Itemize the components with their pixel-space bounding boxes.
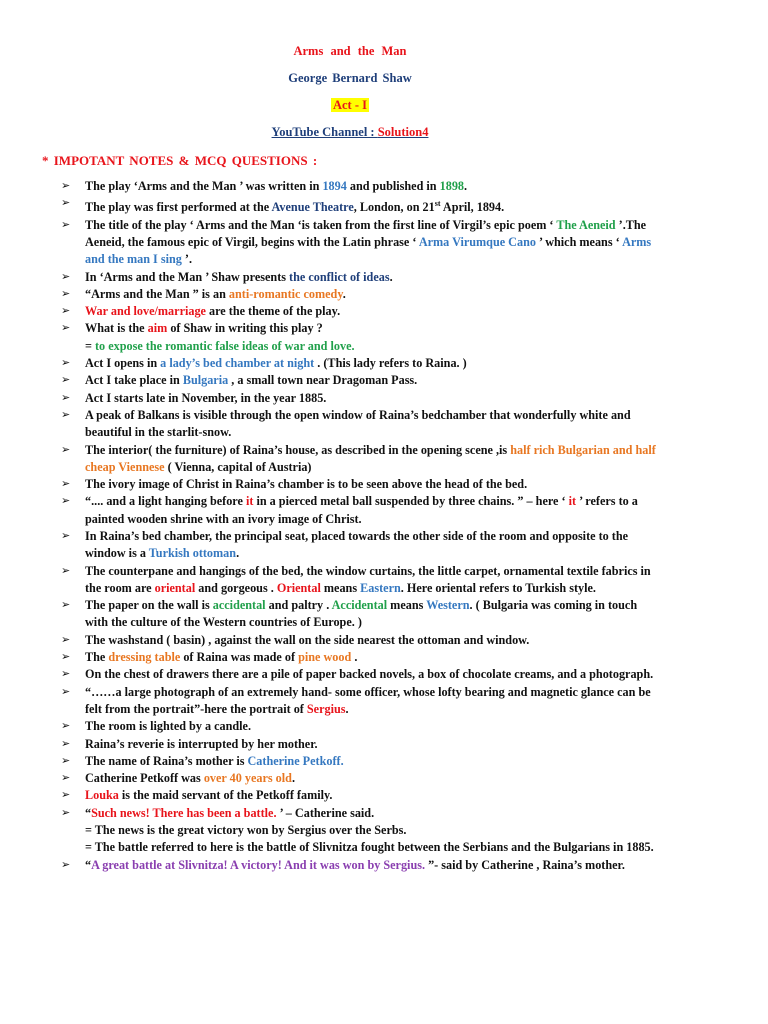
note-highlight: Arma Virumque Cano: [418, 234, 536, 249]
note-highlight: it: [245, 494, 254, 509]
bullet-arrow-icon: ➢: [61, 287, 71, 300]
note-highlight: Catherine Petkoff.: [247, 753, 344, 768]
note-text: The room is lighted by a candle.: [85, 719, 252, 734]
note-text: The washstand ( basin) , against the wall on the side nearest the ottoman and window.: [85, 632, 530, 647]
note-item: [0, 684, 768, 719]
note-text: The counterpane and hangings of the bed, the window curtains, the little carpet, ornamental textile fabrics in the room are: [85, 563, 651, 595]
note-highlight: A great battle at Slivnitza! A victory! And it was won by Sergius.: [91, 857, 429, 872]
bullet-arrow-icon: ➢: [61, 495, 71, 508]
note-highlight: Bulgaria: [182, 373, 229, 388]
youtube-channel: [0, 125, 700, 140]
note-text: ’ refers to a painted wooden shrine with an ivory image of Christ.: [85, 494, 638, 526]
note-text: in a pierced metal ball suspended by three chains. ” – here ‘: [253, 494, 569, 509]
note-text: means: [387, 598, 427, 613]
bullet-arrow-icon: ➢: [61, 530, 71, 542]
note-text: What is the: [85, 321, 148, 336]
note-highlight: The Aeneid: [556, 217, 616, 232]
note-text: = The news is the great victory won by Sergius over the Serbs.: [85, 823, 407, 838]
act-highlight: Act - I: [332, 98, 367, 112]
note-highlight: Such news! There has been a battle.: [91, 805, 280, 820]
note-text: ’.: [181, 252, 193, 267]
note-highlight: a lady’s bed chamber at night: [160, 356, 318, 371]
note-item: [0, 493, 768, 528]
bullet-arrow-icon: ➢: [61, 218, 71, 231]
note-text: Raina’s reverie is interrupted by her mother.: [85, 736, 318, 751]
note-text: and paltry .: [265, 598, 332, 613]
bullet-arrow-icon: ➢: [61, 443, 71, 456]
note-text: In Raina’s bed chamber, the principal seat, placed towards the other side of the room and opposite to the window is a: [85, 529, 629, 561]
note-text: .: [345, 701, 349, 716]
bullet-arrow-icon: ➢: [61, 322, 71, 335]
note-item: [0, 195, 768, 216]
note-item: [0, 528, 768, 563]
note-text: , a small town near Dragoman Pass.: [228, 373, 418, 388]
note-text: ( Vienna, capital of Austria): [164, 459, 312, 474]
note-item: [0, 770, 768, 787]
bullet-arrow-icon: ➢: [61, 478, 71, 491]
note-text: , London, on 21: [353, 200, 435, 215]
act-label: [0, 98, 700, 113]
note-item: [0, 666, 768, 683]
note-text: Act I starts late in November, in the year 1885.: [85, 390, 327, 405]
note-highlight: anti-romantic comedy: [228, 286, 343, 301]
bullet-arrow-icon: ➢: [61, 408, 71, 421]
bullet-arrow-icon: ➢: [61, 270, 71, 283]
note-item: [0, 597, 768, 632]
note-item: [0, 372, 768, 389]
note-item: [0, 217, 768, 269]
note-highlight: Louka: [85, 788, 119, 803]
note-text: The play was first performed at the: [85, 200, 272, 215]
note-text: is the maid servant of the Petkoff family.: [118, 788, 333, 803]
note-text: . ( Bulgaria was coming in touch with the culture of the Western countries of Europe. ): [85, 598, 638, 630]
bullet-arrow-icon: ➢: [61, 668, 71, 681]
note-answer: [0, 839, 768, 856]
note-highlight: over 40 years old: [203, 771, 292, 786]
bullet-arrow-icon: ➢: [61, 772, 71, 785]
note-item: [0, 649, 768, 666]
note-text: .: [464, 179, 468, 193]
note-text: means: [320, 580, 361, 595]
channel-label: YouTube Channel :: [271, 125, 378, 139]
note-text: and gorgeous .: [195, 580, 277, 595]
note-item: [0, 320, 768, 337]
note-text: .: [351, 650, 358, 665]
note-highlight: 1894: [322, 179, 347, 193]
note-highlight: Arms and the man I sing: [85, 234, 652, 267]
note-text: ’.The Aeneid, the famous epic of Virgil, begins with the Latin phrase ‘: [85, 217, 647, 249]
bullet-arrow-icon: ➢: [61, 180, 71, 192]
note-text: and published in: [346, 179, 440, 193]
note-item: [0, 563, 768, 598]
bullet-arrow-icon: ➢: [61, 391, 71, 404]
note-highlight: to expose the romantic false ideas of war and love.: [95, 338, 355, 353]
note-highlight: 1898: [439, 179, 465, 193]
note-text: .: [236, 546, 240, 561]
note-text: Act I opens in: [85, 356, 161, 371]
bullet-arrow-icon: ➢: [61, 754, 71, 767]
note-text: .: [389, 269, 393, 284]
bullet-arrow-icon: ➢: [61, 633, 71, 646]
note-highlight: Western: [426, 598, 470, 613]
section-title: * IMPOTANT NOTES & MCQ QUESTIONS :: [42, 153, 318, 168]
note-text: ’ which means ‘: [535, 234, 623, 249]
note-text: The name of Raina’s mother is: [85, 753, 248, 768]
note-highlight: Sergius: [306, 701, 346, 716]
note-text: The ivory image of Christ in Raina’s chamber is to be seen above the head of the bed.: [85, 477, 528, 492]
note-highlight: pine wood: [298, 650, 352, 665]
note-item: [0, 286, 768, 303]
note-text: The title of the play ‘ Arms and the Man ‘is taken from the first line of Virgil’s epic poem ‘: [85, 217, 557, 232]
note-item: [0, 407, 768, 442]
note-text: = The battle referred to here is the battle of Slivnitza fought between the Serbians and the Bulgarians in 1885.: [85, 840, 654, 855]
note-item: [0, 178, 768, 195]
note-highlight: oriental: [154, 580, 196, 595]
note-item: [0, 269, 768, 286]
bullet-arrow-icon: ➢: [61, 720, 71, 733]
author-name: George Bernard Shaw: [288, 71, 412, 85]
bullet-arrow-icon: ➢: [61, 685, 71, 698]
bullet-arrow-icon: ➢: [61, 651, 71, 664]
note-text: are the theme of the play.: [205, 304, 341, 319]
play-title: Arms and the Man: [293, 44, 407, 58]
bullet-arrow-icon: ➢: [61, 197, 71, 210]
note-item: [0, 390, 768, 407]
notes-list: [0, 178, 768, 874]
note-item: [0, 442, 768, 477]
note-text: of Shaw in writing this play ?: [167, 321, 323, 336]
note-highlight: the conflict of ideas: [289, 269, 390, 284]
note-text: Catherine Petkoff was: [85, 771, 204, 786]
bullet-arrow-icon: ➢: [61, 305, 71, 318]
note-text: April, 1894.: [440, 200, 505, 215]
note-text: . (This lady refers to Raina. ): [317, 356, 467, 371]
channel-name: Solution4: [377, 125, 429, 139]
note-text: The: [85, 650, 109, 665]
note-text: The play ‘Arms and the Man ’ was written in: [85, 179, 323, 193]
note-text: .: [291, 771, 295, 786]
bullet-arrow-icon: ➢: [61, 806, 71, 819]
note-highlight: Oriental: [276, 580, 321, 595]
note-item: [0, 355, 768, 372]
bullet-arrow-icon: ➢: [61, 737, 71, 750]
note-item: [0, 753, 768, 770]
note-highlight: Turkish ottoman: [148, 546, 237, 561]
note-text: “: [85, 805, 92, 820]
note-item: [0, 718, 768, 735]
note-text: . Here oriental refers to Turkish style.: [400, 580, 596, 595]
note-text: ”- said by Catherine , Raina’s mother.: [428, 857, 625, 872]
note-text: A peak of Balkans is visible through the open window of Raina’s bedchamber that wonderfully white and beautiful in the starlit-snow.: [85, 407, 631, 440]
note-text: ’ – Catherine said.: [279, 805, 375, 820]
note-highlight: Accidental: [331, 598, 388, 613]
bullet-arrow-icon: ➢: [61, 374, 71, 387]
bullet-arrow-icon: ➢: [61, 599, 71, 612]
note-item: [0, 736, 768, 753]
note-item: [0, 787, 768, 804]
note-text: “.... and a light hanging before: [85, 494, 246, 509]
note-text: =: [85, 338, 95, 353]
note-highlight: dressing table: [108, 650, 181, 665]
note-text: “Arms and the Man ” is an: [85, 286, 229, 301]
ordinal-suffix: st: [434, 199, 441, 209]
note-highlight: War and love/marriage: [85, 304, 206, 319]
note-text: The paper on the wall is: [85, 598, 213, 613]
bullet-arrow-icon: ➢: [61, 564, 71, 577]
bullet-arrow-icon: ➢: [61, 789, 71, 802]
note-text: .: [342, 286, 346, 301]
note-text: “……a large photograph of an extremely hand- some officer, whose lofty bearing and magnetic glance can be felt from the portrait”-here the portrait of: [85, 684, 651, 716]
note-text: “: [85, 857, 92, 872]
note-item: [0, 476, 768, 493]
note-item: [0, 857, 768, 874]
bullet-arrow-icon: ➢: [61, 858, 71, 871]
note-answer: [0, 822, 768, 839]
bullet-arrow-icon: ➢: [61, 357, 71, 370]
note-highlight: accidental: [212, 598, 266, 613]
note-highlight: Eastern: [360, 580, 401, 595]
note-text: The interior( the furniture) of Raina’s house, as described in the opening scene ,is: [85, 442, 511, 457]
note-highlight: aim: [147, 321, 168, 336]
note-highlight: Avenue Theatre: [271, 200, 354, 215]
note-answer: [0, 338, 768, 355]
note-item: [0, 303, 768, 320]
note-highlight: half rich Bulgarian and half cheap Viennese: [85, 442, 656, 474]
note-item: [0, 805, 768, 822]
note-item: [0, 632, 768, 649]
note-text: Act I take place in: [85, 373, 183, 388]
note-text: In ‘Arms and the Man ’ Shaw presents: [85, 269, 290, 284]
note-highlight: it: [568, 494, 577, 509]
note-text: On the chest of drawers there are a pile of paper backed novels, a box of chocolate creams, and a photograph.: [85, 667, 654, 682]
note-text: of Raina was made of: [180, 650, 299, 665]
